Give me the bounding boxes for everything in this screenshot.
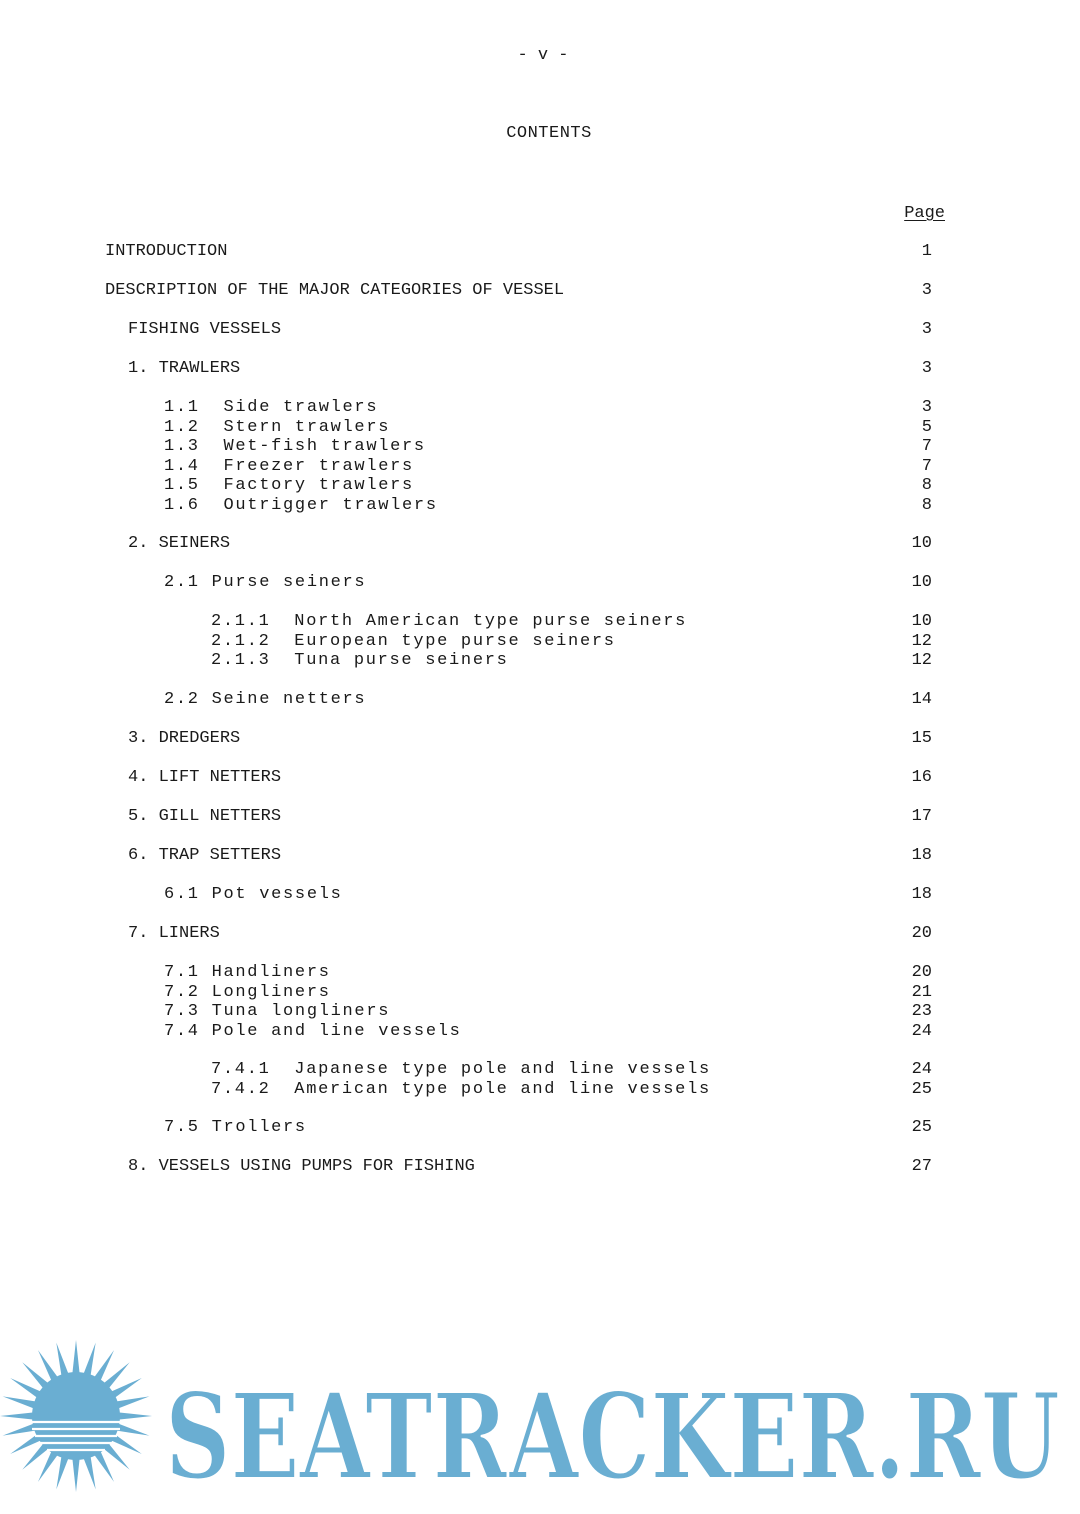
toc-entry-page: 25 [911, 1079, 932, 1099]
toc-entry-page: 12 [911, 631, 932, 651]
toc-entry-label: 8. VESSELS USING PUMPS FOR FISHING [128, 1157, 475, 1176]
toc-entry-label: 2.1.2 European type purse seiners [211, 631, 616, 651]
toc-entry-label: FISHING VESSELS [128, 320, 282, 339]
toc-entry-page: 3 [921, 281, 932, 300]
toc-entry-page: 27 [911, 1157, 932, 1176]
toc-entry-label: 1. TRAWLERS [128, 359, 241, 378]
toc-entry-page: 25 [911, 1118, 932, 1137]
sun-ray [0, 1412, 36, 1420]
toc-entry-label: 3. DREDGERS [128, 729, 241, 748]
toc-entry-page: 20 [911, 963, 932, 982]
toc-entry-label: 1.3 Wet-fish trawlers [164, 437, 426, 456]
toc-entry-page: 20 [911, 924, 932, 943]
toc-entry-page: 18 [911, 846, 932, 865]
toc-entry-page: 3 [921, 398, 932, 417]
toc-entry-page: 16 [911, 768, 932, 787]
toc-entry-page: 3 [921, 359, 932, 378]
page-number: - v - [517, 46, 569, 65]
toc-entry-page: 10 [911, 534, 932, 553]
toc-entry-page: 24 [911, 1060, 932, 1079]
toc-entry-label: 6.1 Pot vessels [164, 885, 343, 904]
toc-entry-label: 2.1.3 Tuna purse seiners [211, 651, 509, 670]
toc-entry-page: 7 [921, 437, 932, 456]
watermark-text: SEATRACKER.RU [165, 1367, 1060, 1506]
toc-entry-page: 23 [911, 1002, 932, 1021]
toc-entry-label: 2.1.1 North American type purse seiners [211, 612, 688, 631]
toc-entry-page: 15 [911, 729, 932, 748]
toc-entry-label: 7.4.2 American type pole and line vessels [211, 1079, 711, 1099]
toc-entry-label: 1.6 Outrigger trawlers [164, 495, 438, 515]
toc-entry-page: 17 [911, 807, 932, 826]
toc-entry-label: 7.2 Longliners [164, 982, 331, 1002]
toc-entry-label: 7.4.1 Japanese type pole and line vessels [211, 1060, 711, 1079]
toc-entry-label: 5. GILL NETTERS [128, 807, 282, 826]
toc-entry-label: 1.4 Freezer trawlers [164, 456, 414, 476]
toc-entry-page: 8 [921, 495, 932, 515]
toc-entry-label: 2.1 Purse seiners [164, 573, 367, 592]
toc-entry-label: 2.2 Seine netters [164, 690, 367, 709]
toc-entry-label: 6. TRAP SETTERS [128, 846, 282, 865]
toc-entry-label: 1.1 Side trawlers [164, 398, 379, 417]
toc-entry-label: 7.5 Trollers [164, 1118, 307, 1137]
toc-entry-page: 21 [911, 982, 932, 1002]
toc-entry-label: DESCRIPTION OF THE MAJOR CATEGORIES OF VESSEL [105, 281, 565, 300]
toc-entry-label: 7.4 Pole and line vessels [164, 1021, 462, 1041]
toc-entry-page: 1 [921, 242, 932, 261]
toc-entry-label: 4. LIFT NETTERS [128, 768, 282, 787]
toc-entry-page: 18 [911, 885, 932, 904]
toc-entry-page: 7 [921, 456, 932, 476]
toc-entry-label: 2. SEINERS [128, 534, 231, 553]
toc-entry-page: 14 [911, 690, 932, 709]
toc-entry-page: 5 [921, 417, 932, 437]
toc-entry-label: 1.5 Factory trawlers [164, 476, 414, 495]
toc-entry-page: 24 [911, 1021, 932, 1041]
sun-icon [0, 1340, 152, 1492]
toc-entry-label: 7.1 Handliners [164, 963, 331, 982]
toc-entry-label: 1.2 Stern trawlers [164, 417, 391, 437]
page-title: CONTENTS [506, 124, 592, 143]
watermark-logo [0, 1340, 1080, 1514]
toc-entry-page: 8 [921, 476, 932, 495]
sun-ray [116, 1412, 152, 1420]
toc-entry-page: 12 [911, 651, 932, 670]
sun-ray [72, 1340, 80, 1376]
toc-entry-label: 7.3 Tuna longliners [164, 1002, 391, 1021]
page-column-header: Page [904, 204, 945, 223]
toc-entry-page: 10 [911, 612, 932, 631]
sun-ray [72, 1456, 80, 1492]
toc-entry-label: 7. LINERS [128, 924, 220, 943]
toc-entry-label: INTRODUCTION [105, 242, 228, 261]
toc-entry-page: 3 [921, 320, 932, 339]
toc-entry-page: 10 [911, 573, 932, 592]
